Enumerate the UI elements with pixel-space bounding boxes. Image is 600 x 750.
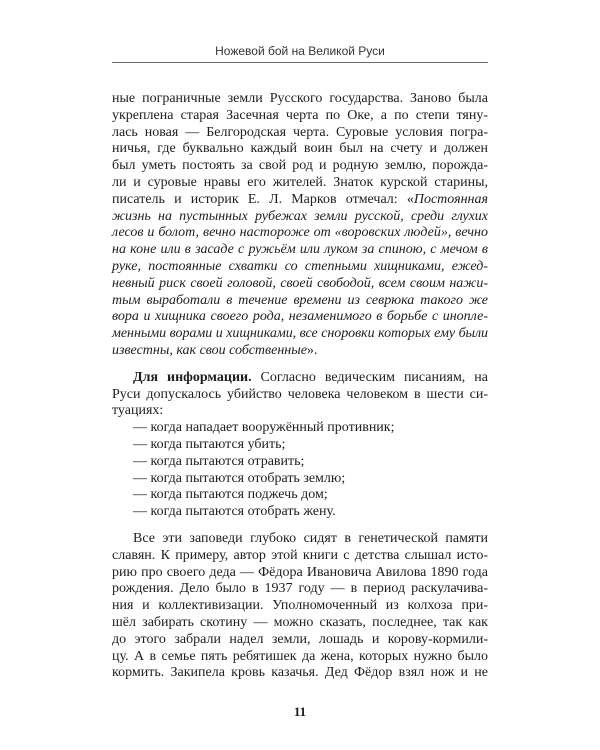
list-item: — когда пытаются поджечь дом; [133,487,328,503]
bold-lead-in: Для информации. [133,369,252,385]
paragraph-story [112,531,488,682]
text-line: кормить. Закипела кровь казачья. Дед Фёдор взял нож и не [112,665,488,681]
text-line: укреплена старая Засечная черта по Оке, а по степи тяну- [112,107,488,123]
quote-line: на коне или в засаде с ружьём или луком за спиною, с мечом в [112,242,488,258]
quote-italic-text: Постоянная [413,191,488,207]
quote-close-mark: ». [306,342,318,358]
quote-line: менными ворами и хищниками, все сноровки которых ему были [112,326,488,342]
text-line: ничья, где буквально каждый воин был на счету и должен [112,141,488,157]
text-line: туациях: [112,403,164,419]
paragraph-info [112,370,488,521]
paragraph-continued [112,91,488,360]
list-item: — когда нападает вооружённый противник; [133,420,395,436]
quote-line: тым выработали в течение времени из севрюка такого же [112,292,488,308]
quote-line: невный риск своей головой, своей свободой, всем своим нажи- [112,275,488,291]
text-line: был уметь постоять за свой род и родную землю, порожда- [112,158,488,174]
text-line: ли и суровые нравы его жителей. Знаток курской старины, [112,174,488,190]
text-line: шёл забирать скотину — можно сказать, последнее, так как [112,614,488,630]
quote-italic-text: известны, как свои собственные [112,342,307,358]
text-line: ные пограничные земли Русского государства. Заново была [112,91,488,106]
text-line: ния и коллективизации. Уполномоченный из колхоза при- [112,598,488,614]
quote-line: руке, постоянные схватки со степными хищниками, ежед- [112,258,488,274]
list-item: — когда пытаются отобрать землю; [133,470,346,486]
text-line: до этого забрали надел земли, лошадь и корову-кормили- [112,631,488,647]
list-item: — когда пытаются убить; [133,436,286,452]
text-line: Все эти заповеди глубоко сидят в генетической памяти [133,530,488,546]
text-line: цу. А в семье пять ребятишек да жена, которых нужно было [112,648,488,664]
running-head: Ножевой бой на Великой Руси [215,44,385,58]
text-line [112,370,488,387]
text-line: Руси допускалось убийство человека человеком в шести си- [112,386,488,402]
quote-line: жизнь на пустынных рубежах земли русской, среди глухих [112,208,488,224]
page-number: 11 [293,704,307,719]
text-segment: Согласно ведическим писаниям, на [251,369,488,385]
text-line: лась новая — Белгородская черта. Суровые условия погра- [112,124,488,140]
list-item: — когда пытаются отравить; [133,453,305,469]
quote-line: вора и хищника своего рода, незаменимого в борьбе с инопле- [112,309,488,325]
quote-line: лесов и болот, вечно настороже от «воровских людей», вечно [112,225,488,241]
body-text [112,91,488,682]
text-line: рождения. Дело было в 1937 году — в период раскулачива- [112,581,488,597]
list-item: — когда пытаются отобрать жену. [133,504,336,520]
text-line: славян. К примеру, автор этой книги с детства слышал исто- [112,547,488,563]
text-line [112,192,488,209]
text-line: рию про своего деда — Фёдора Ивановича Авилова 1890 года [112,564,488,580]
header-rule [112,62,488,63]
quote-intro-text: писатель и историк Е. Л. Марков отмечал: « [112,191,414,207]
quote-line [112,343,488,360]
